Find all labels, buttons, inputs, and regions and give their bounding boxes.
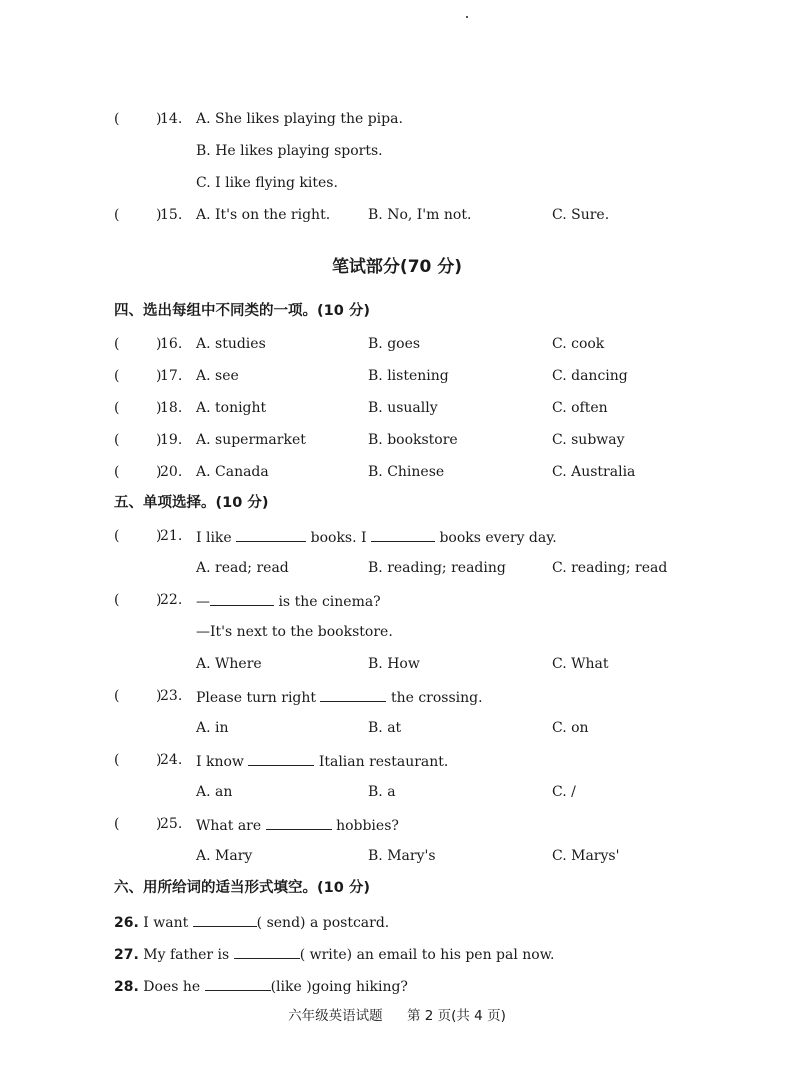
answer-bracket[interactable]: ( ): [114, 207, 162, 223]
option-a: A. studies: [196, 336, 266, 352]
option-a: A. Canada: [196, 464, 269, 480]
question-stem: I like books. I books every day.: [196, 525, 557, 549]
option-b: B. at: [368, 720, 402, 736]
question-number: 22.: [160, 592, 183, 608]
option-a: A. Where: [196, 656, 262, 672]
option-a: A. She likes playing the pipa.: [196, 111, 403, 127]
option-a: A. an: [196, 784, 233, 800]
written-part-title: 笔试部分(70 分): [331, 257, 463, 277]
fill-in-sentence: 27. My father is ( write) an email to his pen pal now.: [114, 942, 555, 966]
answer-bracket[interactable]: ( ): [114, 528, 162, 544]
option-b: B. He likes playing sports.: [196, 143, 383, 159]
option-c: C. on: [552, 720, 589, 736]
answer-blank[interactable]: [205, 974, 271, 991]
option-c: C. reading; read: [552, 560, 668, 576]
question-number: 28.: [114, 979, 139, 995]
question-number: 16.: [160, 336, 183, 352]
question-number: 19.: [160, 432, 183, 448]
answer-bracket[interactable]: ( ): [114, 111, 162, 127]
option-c: C. I like flying kites.: [196, 175, 338, 191]
question-number: 27.: [114, 947, 139, 963]
option-a: A. in: [196, 720, 229, 736]
scan-speck: [466, 16, 468, 18]
option-b: B. goes: [368, 336, 421, 352]
answer-blank[interactable]: [371, 525, 435, 542]
answer-bracket[interactable]: ( ): [114, 336, 162, 352]
question-number: 15.: [160, 207, 183, 223]
option-c: C. often: [552, 400, 608, 416]
option-a: A. tonight: [196, 400, 267, 416]
question-stem: What are hobbies?: [196, 813, 399, 837]
answer-bracket[interactable]: ( ): [114, 688, 162, 704]
fill-in-sentence: 28. Does he (like )going hiking?: [114, 974, 408, 998]
answer-bracket[interactable]: ( ): [114, 464, 162, 480]
option-b: B. usually: [368, 400, 438, 416]
section-4-heading: 四、选出每组中不同类的一项。(10 分): [114, 303, 370, 319]
option-c: C. Sure.: [552, 207, 610, 223]
section-5-heading: 五、单项选择。(10 分): [114, 495, 269, 511]
option-b: B. No, I'm not.: [368, 207, 472, 223]
answer-blank[interactable]: [210, 589, 274, 606]
question-number: 18.: [160, 400, 183, 416]
option-a: A. see: [196, 368, 239, 384]
option-b: B. listening: [368, 368, 449, 384]
option-b: B. reading; reading: [368, 560, 506, 576]
option-b: B. Mary's: [368, 848, 436, 864]
answer-bracket[interactable]: ( ): [114, 400, 162, 416]
question-number: 21.: [160, 528, 183, 544]
question-stem: — is the cinema?: [196, 589, 381, 613]
question-number: 25.: [160, 816, 183, 832]
page-footer: [0, 1004, 794, 1024]
answer-blank[interactable]: [236, 525, 306, 542]
answer-bracket[interactable]: ( ): [114, 592, 162, 608]
fill-in-sentence: 26. I want ( send) a postcard.: [114, 910, 389, 934]
question-number: 24.: [160, 752, 183, 768]
option-b: B. bookstore: [368, 432, 458, 448]
answer-blank[interactable]: [248, 749, 314, 766]
option-c: C. subway: [552, 432, 625, 448]
option-c: C. What: [552, 656, 609, 672]
question-stem: Please turn right the crossing.: [196, 685, 483, 709]
answer-blank[interactable]: [320, 685, 386, 702]
option-c: C. /: [552, 784, 576, 800]
option-a: A. Mary: [196, 848, 253, 864]
question-number: 17.: [160, 368, 183, 384]
answer-blank[interactable]: [193, 910, 257, 927]
answer-blank[interactable]: [266, 813, 332, 830]
option-c: C. Marys': [552, 848, 620, 864]
footer-subject: 六年级英语试题: [288, 1008, 383, 1024]
option-b: B. a: [368, 784, 396, 800]
question-stem: I know Italian restaurant.: [196, 749, 448, 773]
answer-bracket[interactable]: ( ): [114, 752, 162, 768]
answer-blank[interactable]: [234, 942, 300, 959]
option-b: B. How: [368, 656, 420, 672]
footer-page-number: 第 2 页(共 4 页): [406, 1008, 506, 1024]
dialogue-reply: —It's next to the bookstore.: [196, 624, 393, 640]
section-6-heading: 六、用所给词的适当形式填空。(10 分): [114, 880, 370, 896]
option-a: A. read; read: [196, 560, 289, 576]
option-a: A. supermarket: [196, 432, 306, 448]
option-a: A. It's on the right.: [196, 207, 331, 223]
option-c: C. Australia: [552, 464, 636, 480]
question-number: 26.: [114, 915, 139, 931]
option-b: B. Chinese: [368, 464, 445, 480]
question-number: 20.: [160, 464, 183, 480]
option-c: C. dancing: [552, 368, 628, 384]
answer-bracket[interactable]: ( ): [114, 816, 162, 832]
question-number: 14.: [160, 111, 183, 127]
answer-bracket[interactable]: ( ): [114, 432, 162, 448]
question-number: 23.: [160, 688, 183, 704]
option-c: C. cook: [552, 336, 605, 352]
answer-bracket[interactable]: ( ): [114, 368, 162, 384]
